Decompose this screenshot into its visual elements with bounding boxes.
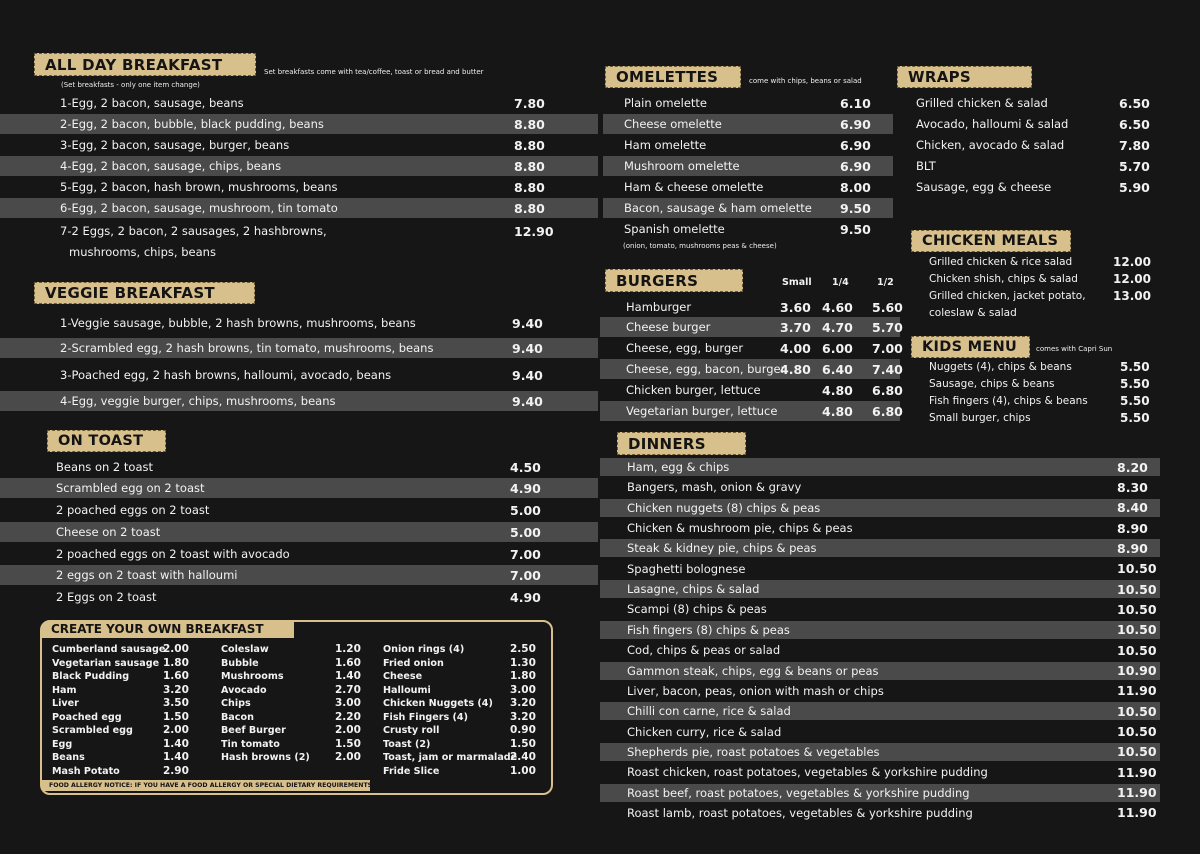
addon-name: Liver [52,698,79,709]
allergy-notice: FOOD ALLERGY NOTICE: IF YOU HAVE A FOOD ALLERGY OR SPECIAL DIETARY REQUIREMENTS [42,780,370,791]
item-name: Bacon, sausage & ham omelette [624,201,812,215]
item-price: 7.00 [510,546,541,562]
item-name: Cheese, egg, bacon, burger [626,362,786,376]
dinner-item [600,458,1160,476]
burger-item [600,297,903,317]
addon-price: 2.90 [163,764,189,777]
dinner-item [600,723,1160,741]
burger-item [600,359,903,379]
burger-item [600,401,903,421]
size-small-heading: Small [782,277,812,288]
dinner-item [600,621,1160,639]
item-name: 2 Eggs on 2 toast [56,590,157,604]
addon-price: 1.50 [335,737,361,750]
item-name: Lasagne, chips & salad [627,582,760,597]
breakfast-item [0,114,598,134]
addon-name: Black Pudding [52,671,130,682]
item-price: 6.80 [872,382,903,398]
item-price: 10.50 [1117,642,1157,658]
item-price: 6.90 [840,137,871,153]
addon-price: 3.20 [163,683,189,696]
item-price: 10.50 [1117,724,1157,740]
toast-item [0,544,598,564]
item-name: Beans on 2 toast [56,460,153,474]
item-name: 5-Egg, 2 bacon, hash brown, mushrooms, beans [60,180,338,194]
addon-price: 3.20 [510,710,536,723]
omelette-item [603,219,893,239]
item-price: 5.70 [1119,158,1150,174]
omelette-item [603,177,893,197]
item-price: 10.90 [1117,663,1157,678]
addon-name: Poached egg [52,711,122,723]
dinner-item [600,580,1160,598]
item-price: 11.90 [1117,805,1157,821]
item-price: 10.50 [1117,581,1157,597]
item-name: 1-Veggie sausage, bubble, 2 hash browns, mushrooms, beans [60,316,416,330]
addon-price: 0.90 [510,724,536,736]
item-name: 4-Egg, veggie burger, chips, mushrooms, beans [60,394,336,408]
addon-price: 1.20 [335,643,361,655]
addon-name: Fish Fingers (4) [383,711,468,723]
item-price: 8.40 [1117,500,1148,516]
addon-name: Vegetarian sausage [52,657,160,669]
toast-item [0,565,598,585]
kids-item [900,376,1160,392]
item-price: 4.00 [780,340,811,356]
veggie-item [0,365,598,385]
addon-name: Bubble [221,657,259,669]
all-day-breakfast-header: ALL DAY BREAKFAST [34,53,256,76]
item-name: Spanish omelette [624,222,725,236]
item-price: 11.90 [1117,764,1157,780]
item-price: 8.80 [514,137,545,153]
addon-name: Avocado [221,684,267,696]
toast-item [0,587,598,607]
item-price: 7.80 [1119,137,1150,153]
item-name: Liver, bacon, peas, onion with mash or chips [627,683,884,698]
addon-name: Onion rings (4) [383,644,465,655]
item-price: 6.00 [822,340,853,356]
item-price: 4.90 [510,589,541,605]
dinner-item [600,539,1160,557]
item-price: 5.00 [510,502,541,518]
item-name: coleslaw & salad [929,307,1017,319]
addon-price: 2.00 [163,643,189,655]
addon-name: Tin tomato [221,738,280,750]
item-name: Bangers, mash, onion & gravy [627,480,802,495]
item-price: 11.90 [1117,683,1157,699]
kids-menu-note: comes with Capri Sun [1036,345,1113,353]
item-price: 7.80 [514,95,545,111]
addon-name: Coleslaw [221,644,269,655]
omelette-item [603,135,893,155]
item-price: 8.00 [840,179,871,195]
omelette-item [603,93,893,113]
veggie-breakfast-header: VEGGIE BREAKFAST [34,282,255,304]
omelettes-header: OMELETTES [605,66,741,88]
item-price: 5.90 [1119,179,1150,195]
item-name: 2 poached eggs on 2 toast [56,503,210,517]
item-price: 5.00 [510,524,541,540]
item-name: Chilli con carne, rice & salad [627,704,791,719]
addon-price: 1.50 [510,737,536,750]
item-price: 8.80 [514,200,545,216]
addon-name: Toast, jam or marmalade [383,752,518,763]
breakfast-item [0,156,598,176]
item-price: 6.40 [822,361,853,377]
item-price: 9.40 [512,367,543,383]
burgers-header: BURGERS [605,269,743,292]
kids-menu-header: KIDS MENU [911,336,1030,358]
item-name: Chicken shish, chips & salad [929,273,1078,285]
item-price: 4.70 [822,319,853,335]
addon-name: Fride Slice [383,765,440,777]
breakfast-item [0,198,598,218]
item-price: 9.50 [840,200,871,216]
item-name: Shepherds pie, roast potatoes & vegetables [627,744,880,759]
kids-item [900,359,1160,375]
item-price: 6.50 [1119,95,1150,111]
omelette-item [603,114,893,134]
item-price: 4.50 [510,459,541,475]
item-name: mushrooms, chips, beans [69,244,216,259]
item-price: 10.50 [1117,744,1157,760]
addon-price: 3.00 [510,683,536,696]
dinners-header: DINNERS [617,432,746,455]
item-price: 7.00 [510,567,541,583]
item-price: 4.80 [822,403,853,419]
dinner-item [600,600,1160,618]
item-name: Chicken burger, lettuce [626,383,761,397]
burger-item [600,338,903,358]
item-price: 7.40 [872,361,903,377]
breakfast-item [0,221,598,241]
item-price: 7.00 [872,340,903,356]
dinner-item [600,743,1160,761]
addon-price: 1.30 [510,656,536,669]
kids-item [900,410,1160,426]
item-price: 9.40 [512,315,543,331]
addon-price: 1.60 [163,670,189,682]
item-name: Mushroom omelette [624,159,740,173]
item-price: 8.80 [514,179,545,195]
item-name: Hamburger [626,300,692,314]
item-price: 8.80 [514,116,545,132]
chicken-meal-item [900,288,1160,304]
dinner-item [600,499,1160,517]
omelette-item [603,198,893,218]
veggie-item [0,338,598,358]
item-name: Grilled chicken, jacket potato, [929,290,1086,302]
item-name: Spaghetti bolognese [627,561,746,576]
item-name: Plain omelette [624,96,707,110]
item-name: 2 poached eggs on 2 toast with avocado [56,547,290,561]
item-price: 6.90 [840,158,871,174]
item-price: 3.70 [780,319,811,335]
dinner-item [600,682,1160,700]
dinner-item [600,662,1160,680]
burger-item [600,380,903,400]
item-price: 11.90 [1117,785,1157,801]
item-price: 5.50 [1120,377,1150,391]
item-price: 5.70 [872,319,903,335]
item-price: 3.60 [780,299,811,315]
item-name: Sausage, chips & beans [929,378,1055,390]
item-name: Sausage, egg & cheese [916,180,1052,194]
omelettes-note: come with chips, beans or salad [749,77,862,85]
addon-price: 2.40 [510,751,536,763]
item-price: 13.00 [1113,289,1151,303]
breakfast-item [0,177,598,197]
burger-item [600,317,903,337]
addon-name: Toast (2) [383,738,431,750]
item-name: 6-Egg, 2 bacon, sausage, mushroom, tin tomato [60,201,338,215]
item-name: Chicken curry, rice & salad [627,724,782,739]
toast-item [0,478,598,498]
addon-price: 2.00 [335,751,361,763]
addon-name: Chicken Nuggets (4) [383,698,493,709]
item-price: 8.30 [1117,479,1148,495]
addon-price: 1.40 [163,737,189,750]
addon-price: 2.70 [335,683,361,696]
addon-price: 1.00 [510,764,536,777]
item-price: 9.40 [512,340,543,356]
item-price: 10.50 [1117,601,1157,617]
item-name: Cheese, egg, burger [626,341,744,355]
addon-name: Scrambled egg [52,725,133,736]
addon-name: Bacon [221,711,254,723]
item-price: 6.50 [1119,116,1150,132]
toast-item [0,457,598,477]
addon-price: 1.40 [335,670,361,682]
wrap-item [900,177,1160,197]
addon-name: Cumberland sausage [52,644,166,655]
breakfast-item [0,93,598,113]
addon-name: Ham [52,684,77,696]
addon-name: Hash browns (2) [221,752,310,763]
item-price: 4.80 [780,361,811,377]
addon-price: 1.40 [163,751,189,763]
item-price: 9.50 [840,221,871,237]
wrap-item [900,93,1160,113]
item-name: Grilled chicken & rice salad [929,256,1073,268]
addon-price: 2.00 [335,724,361,736]
addon-price: 2.20 [335,710,361,723]
item-name: Ham & cheese omelette [624,180,764,194]
item-name: 2-Egg, 2 bacon, bubble, black pudding, beans [60,117,324,131]
wraps-header: WRAPS [897,66,1032,88]
kids-item [900,393,1160,409]
item-price: 4.80 [822,382,853,398]
item-name: 4-Egg, 2 bacon, sausage, chips, beans [60,159,282,173]
item-price: 12.00 [1113,272,1151,286]
addon-price: 3.00 [335,697,361,709]
item-name: 2 eggs on 2 toast with halloumi [56,568,238,582]
set-breakfast-note: Set breakfasts come with tea/coffee, toast or bread and butter [264,68,484,76]
addon-name: Fried onion [383,657,444,669]
dinner-item [600,478,1160,496]
toast-item [0,500,598,520]
item-name: Chicken nuggets (8) chips & peas [627,500,821,515]
addon-name: Beef Burger [221,725,286,736]
on-toast-header: ON TOAST [47,430,166,452]
item-name: Steak & kidney pie, chips & peas [627,541,817,556]
toast-item [0,522,598,542]
item-name: Ham omelette [624,138,707,152]
dinner-item [600,641,1160,659]
item-name: Roast chicken, roast potatoes, vegetables & yorkshire pudding [627,765,988,780]
item-price: 5.60 [872,299,903,315]
item-price: 6.10 [840,95,871,111]
chicken-meal-item [900,271,1160,287]
chicken-meal-item [900,254,1160,270]
item-name: Ham, egg & chips [627,460,730,474]
set-breakfast-subnote: (Set breakfasts - only one item change) [61,81,200,89]
item-price: 8.90 [1117,540,1148,556]
item-name: Cheese omelette [624,117,722,131]
item-name: Roast beef, roast potatoes, vegetables & yorkshire pudding [627,785,970,800]
dinner-item [600,763,1160,781]
dinner-item [600,702,1160,720]
item-price: 5.50 [1120,394,1150,408]
item-name: BLT [916,159,936,173]
item-price: 6.80 [872,403,903,419]
create-your-own-header: CREATE YOUR OWN BREAKFAST [42,621,294,638]
item-price: 8.80 [514,158,545,174]
addon-price: 1.80 [510,670,536,682]
item-price: 5.50 [1120,360,1150,374]
dinner-item [600,784,1160,802]
addon-name: Beans [52,752,85,763]
item-name: Chicken & mushroom pie, chips & peas [627,521,853,536]
item-name: Scrambled egg on 2 toast [56,481,205,495]
item-price: 5.50 [1120,411,1150,425]
item-name: Chicken, avocado & salad [916,138,1065,152]
item-name: Fish fingers (4), chips & beans [929,395,1088,407]
dinner-item [600,519,1160,537]
item-name: Small burger, chips [929,412,1031,424]
wrap-item [900,135,1160,155]
veggie-item [0,391,598,411]
size-quarter-heading: 1/4 [832,277,849,288]
addon-price: 1.80 [163,656,189,669]
addon-price: 3.50 [163,697,189,709]
dinner-item [600,804,1160,822]
item-name: Roast lamb, roast potatoes, vegetables & yorkshire pudding [627,805,973,820]
wrap-item [900,114,1160,134]
item-price: 6.90 [840,116,871,132]
addon-name: Halloumi [383,684,431,696]
item-price: 9.40 [512,393,543,409]
item-price: 12.00 [1113,255,1151,269]
addon-name: Mash Potato [52,765,120,777]
item-name: Cheese burger [626,320,711,334]
item-price: 10.50 [1117,561,1157,577]
size-half-heading: 1/2 [877,277,894,288]
veggie-item [0,313,598,333]
addon-price: 1.50 [163,710,189,723]
addon-name: Egg [52,738,73,750]
addon-price: 1.60 [335,656,361,669]
omelette-item [603,156,893,176]
item-name: Cod, chips & peas or salad [627,643,781,658]
item-name: Nuggets (4), chips & beans [929,361,1072,373]
item-name: Grilled chicken & salad [916,96,1048,110]
addon-price: 2.50 [510,643,536,655]
item-price: 10.50 [1117,622,1157,638]
wrap-item [900,156,1160,176]
addon-price: 2.00 [163,724,189,736]
item-price: 8.90 [1117,520,1148,536]
item-price: 10.50 [1117,703,1157,719]
item-name: Vegetarian burger, lettuce [626,404,778,418]
item-name: Gammon steak, chips, egg & beans or peas [627,663,879,678]
item-name: 3-Poached egg, 2 hash browns, halloumi, avocado, beans [60,368,392,382]
item-name: Scampi (8) chips & peas [627,602,767,617]
spanish-omelette-note: (onion, tomato, mushrooms peas & cheese) [623,242,777,250]
addon-name: Crusty roll [383,725,440,736]
addon-price: 3.20 [510,697,536,709]
item-name: Cheese on 2 toast [56,525,161,539]
item-price: 12.90 [514,223,554,239]
item-name: 3-Egg, 2 bacon, sausage, burger, beans [60,138,290,152]
item-price: 8.20 [1117,459,1148,475]
item-price: 4.90 [510,480,541,496]
item-name: 7-2 Eggs, 2 bacon, 2 sausages, 2 hashbrowns, [60,224,327,238]
item-name: Fish fingers (8) chips & peas [627,622,790,637]
item-name: Avocado, halloumi & salad [916,117,1069,131]
addon-name: Chips [221,698,251,709]
item-name: 1-Egg, 2 bacon, sausage, beans [60,96,244,110]
chicken-meals-header: CHICKEN MEALS [911,230,1071,252]
addon-name: Cheese [383,671,423,682]
addon-name: Mushrooms [221,671,284,682]
item-name: 2-Scrambled egg, 2 hash browns, tin tomato, mushrooms, beans [60,341,434,355]
dinner-item [600,560,1160,578]
item-price: 4.60 [822,299,853,315]
breakfast-item [0,135,598,155]
